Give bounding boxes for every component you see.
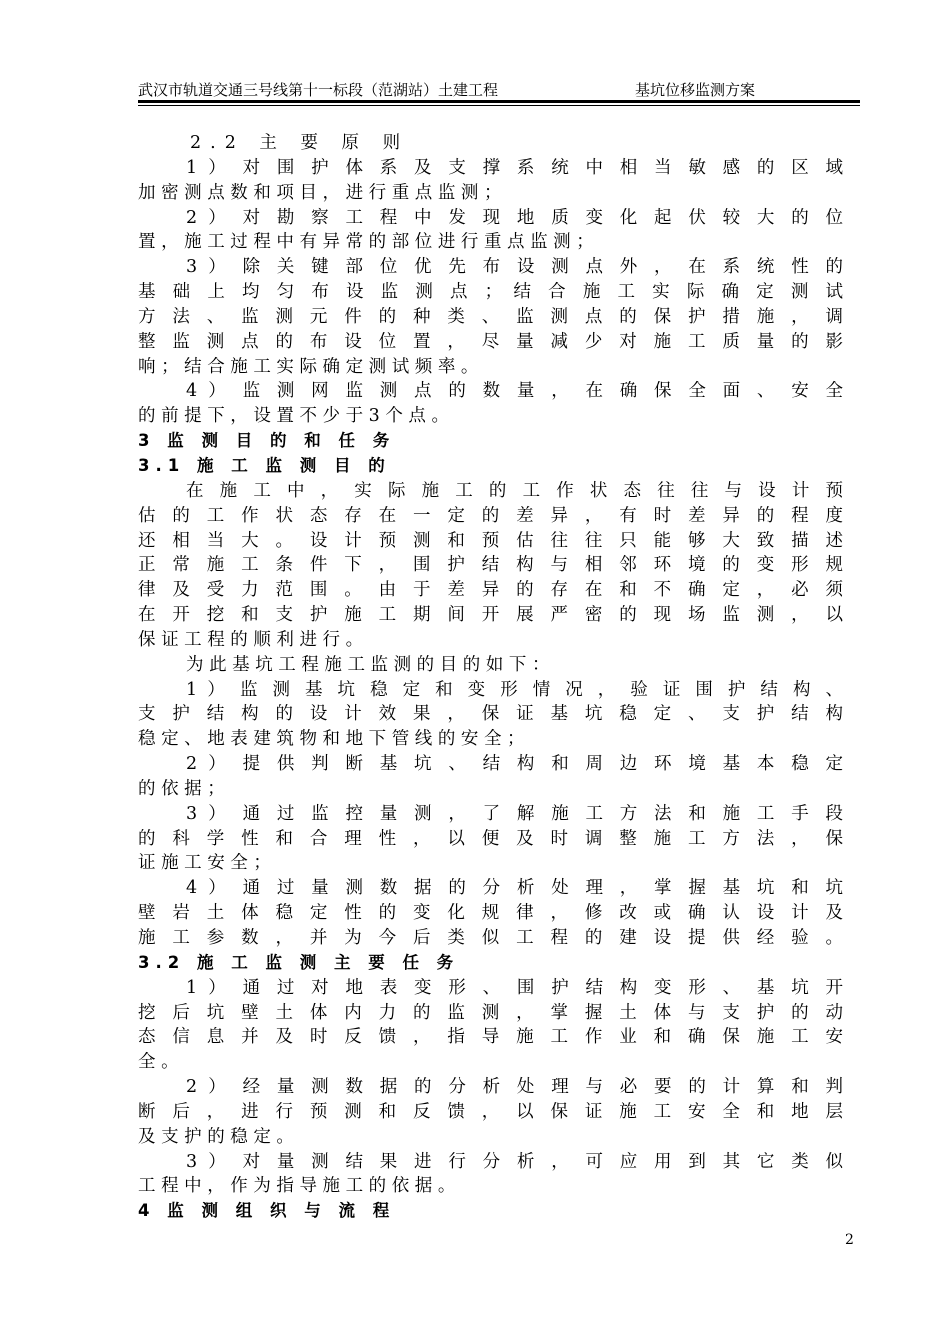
text-line: 方 法 、 监 测 元 件 的 种 类 、 监 测 点 的 保 护 措 施 ， 调 [138, 306, 843, 327]
text-line: 2 ） 提 供 判 断 基 坑 、 结 构 和 周 边 环 境 基 本 稳 定 [186, 754, 843, 775]
text-line: 1 ） 通 过 对 地 表 变 形 、 围 护 结 构 变 形 、 基 坑 开 [186, 977, 843, 998]
text-line: 挖 后 坑 壁 土 体 内 力 的 监 测 ， 掌 握 土 体 与 支 护 的 动 [138, 1002, 843, 1023]
text-line: 在 施 工 中 ， 实 际 施 工 的 工 作 状 态 往 往 与 设 计 预 [186, 480, 843, 501]
header-rule-thin [138, 105, 860, 106]
text-line: 稳 定 、 地 表 建 筑 物 和 地 下 管 线 的 安 全 ； [138, 729, 525, 750]
header-rule-thick [138, 100, 860, 103]
document-body [138, 131, 843, 1224]
text-line: 3 ） 对 量 测 结 果 进 行 分 析 ， 可 应 用 到 其 它 类 似 [186, 1151, 843, 1172]
text-line: 加 密 测 点 数 和 项 目 ， 进 行 重 点 监 测 ； [138, 182, 502, 203]
section-heading: 3.1 施 工 监 测 目 的 [138, 455, 391, 475]
text-line: 置 ， 施 工 过 程 中 有 异 常 的 部 位 进 行 重 点 监 测 ； [138, 232, 594, 253]
header-document-title: 基坑位移监测方案 [635, 81, 756, 99]
text-line: 2 ） 经 量 测 数 据 的 分 析 处 理 与 必 要 的 计 算 和 判 [186, 1077, 843, 1098]
text-line: 为 此 基 坑 工 程 施 工 监 测 的 目 的 如 下 ： [186, 654, 550, 675]
page-header [138, 80, 860, 100]
text-line: 态 信 息 并 及 时 反 馈 ， 指 导 施 工 作 业 和 确 保 施 工 安 [138, 1027, 843, 1048]
text-line: 的 前 提 下 ， 设 置 不 少 于 3 个 点 。 [138, 406, 449, 427]
section-heading: 3 监 测 目 的 和 任 务 [138, 431, 396, 451]
text-line: 工 程 中 ， 作 为 指 导 施 工 的 依 据 。 [138, 1176, 456, 1197]
text-line: 断 后 ， 进 行 预 测 和 反 馈 ， 以 保 证 施 工 安 全 和 地 层 [138, 1101, 843, 1122]
text-line: 还 相 当 大 。 设 计 预 测 和 预 估 往 往 只 能 够 大 致 描 述 [138, 530, 843, 551]
header-project-title: 武汉市轨道交通三号线第十一标段（范湖站）土建工程 [138, 81, 499, 99]
text-line: 证 施 工 安 全 ； [138, 853, 271, 874]
text-line: 正 常 施 工 条 件 下 ， 围 护 结 构 与 相 邻 环 境 的 变 形 规 [138, 555, 843, 576]
text-line: 4 ） 监 测 网 监 测 点 的 数 量 ， 在 确 保 全 面 、 安 全 [186, 381, 843, 402]
text-line: 3 ） 除 关 键 部 位 优 先 布 设 测 点 外 ， 在 系 统 性 的 [186, 257, 843, 278]
text-line: 整 监 测 点 的 布 设 位 置 ， 尽 量 减 少 对 施 工 质 量 的 影 [138, 331, 843, 352]
section-heading: 4 监 测 组 织 与 流 程 [138, 1201, 396, 1221]
text-line: 及 支 护 的 稳 定 。 [138, 1126, 294, 1147]
text-line: 在 开 挖 和 支 护 施 工 期 间 开 展 严 密 的 现 场 监 测 ， 以 [138, 605, 843, 626]
text-line: 壁 岩 土 体 稳 定 性 的 变 化 规 律 ， 修 改 或 确 认 设 计 及 [138, 903, 843, 924]
text-line: 2 ） 对 勘 察 工 程 中 发 现 地 质 变 化 起 伏 较 大 的 位 [186, 207, 843, 228]
section-heading: 2.2 主 要 原 则 [190, 133, 410, 153]
text-line: 1 ） 对 围 护 体 系 及 支 撑 系 统 中 相 当 敏 感 的 区 域 [186, 157, 843, 178]
page-number: 2 [845, 1232, 854, 1248]
text-line: 律 及 受 力 范 围 。 由 于 差 异 的 存 在 和 不 确 定 ， 必 须 [138, 580, 843, 601]
text-line: 响 ； 结 合 施 工 实 际 确 定 测 试 频 率 。 [138, 356, 479, 377]
text-line: 的 科 学 性 和 合 理 性 ， 以 便 及 时 调 整 施 工 方 法 ， 保 [138, 828, 843, 849]
text-line: 4 ） 通 过 量 测 数 据 的 分 析 处 理 ， 掌 握 基 坑 和 坑 [186, 878, 843, 899]
text-line: 施 工 参 数 ， 并 为 今 后 类 似 工 程 的 建 设 提 供 经 验 。 [138, 928, 843, 948]
text-line: 3 ） 通 过 监 控 量 测 ， 了 解 施 工 方 法 和 施 工 手 段 [186, 803, 843, 824]
text-line: 基 础 上 均 匀 布 设 监 测 点 ； 结 合 施 工 实 际 确 定 测 试 [138, 282, 843, 303]
text-line: 的 依 据 ； [138, 778, 225, 799]
section-heading: 3.2 施 工 监 测 主 要 任 务 [138, 952, 460, 972]
text-line: 保 证 工 程 的 顺 利 进 行 。 [138, 629, 364, 650]
text-line: 估 的 工 作 状 态 存 在 一 定 的 差 异 ， 有 时 差 异 的 程 度 [138, 505, 843, 526]
text-line: 全 。 [138, 1052, 179, 1073]
text-line: 支 护 结 构 的 设 计 效 果 ， 保 证 基 坑 稳 定 、 支 护 结 构 [138, 704, 843, 725]
text-line: 1 ） 监 测 基 坑 稳 定 和 变 形 情 况 ， 验 证 围 护 结 构 、 [186, 679, 843, 700]
